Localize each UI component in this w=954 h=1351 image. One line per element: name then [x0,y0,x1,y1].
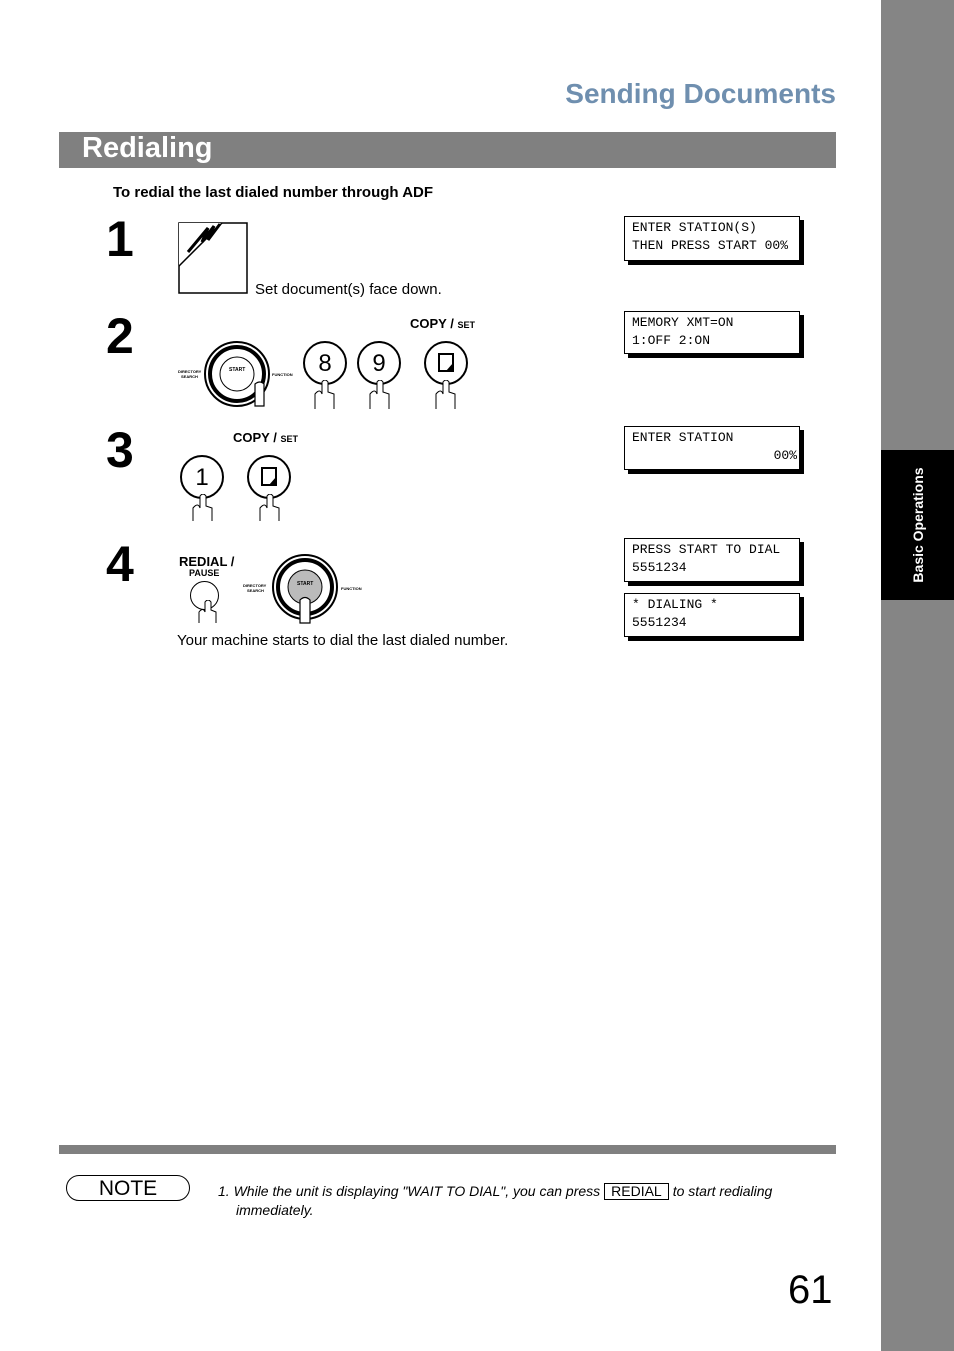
copy-label-text: COPY / [233,430,281,445]
finger-press-icon [367,380,393,410]
key-digit: 1 [195,464,209,491]
copy-set-button[interactable] [247,455,291,499]
key-1-button[interactable] [180,455,224,499]
lcd-line: 5551234 [632,560,687,575]
lcd-line: 5551234 [632,615,687,630]
redial-key-reference: REDIAL [604,1183,669,1200]
finger-press-icon [196,600,220,624]
copy-set-label [233,430,298,445]
subheading: To redial the last dialed number through ADF [113,184,434,201]
key-9-button[interactable] [357,341,401,385]
lcd-display [624,593,800,637]
note-item-prefix: 1. While the unit is displaying "WAIT TO DIAL", you can press [218,1183,601,1199]
svg-text:SEARCH: SEARCH [181,374,198,379]
section-title: Sending Documents [565,78,836,109]
lcd-display [624,216,800,261]
finger-press-icon [312,380,338,410]
lcd-line: PRESS START TO DIAL [632,542,781,557]
set-label-text: SET [280,434,298,444]
lcd-line: THEN PRESS START 00% [632,238,789,253]
side-tab [881,450,954,600]
copy-set-key-icon [249,457,289,497]
lcd-display [624,538,800,582]
side-bar [881,0,954,1351]
banner-title: Redialing [82,132,213,164]
step-caption: Your machine starts to dial the last dialed number. [177,632,509,649]
step-number: 4 [106,536,134,592]
set-label-text: SET [457,320,475,330]
lcd-line: MEMORY XMT=ON [632,315,734,330]
divider [59,1145,836,1154]
copy-set-key-icon [426,343,466,383]
svg-text:START: START [229,367,246,373]
banner [59,132,836,168]
note-text [218,1182,818,1220]
lcd-line: 00% [773,448,797,463]
note-item-suffix: to start redialing [672,1183,773,1199]
document-feeder-icon [178,222,250,295]
svg-text:FUNCTION: FUNCTION [341,586,362,591]
lcd-line: 1:OFF 2:ON [632,333,711,348]
finger-press-icon [257,494,283,522]
lcd-display [624,311,800,354]
svg-text:START: START [297,581,314,587]
navigation-dial-icon [178,334,298,410]
copy-label-text: COPY / [410,316,458,331]
key-digit: 8 [318,350,332,377]
svg-text:SEARCH: SEARCH [247,588,264,593]
step-number: 2 [106,308,134,364]
redial-label: REDIAL / [179,554,235,569]
step-number: 1 [106,211,134,267]
lcd-line: ENTER STATION [632,430,734,445]
side-tab-label: Basic Operations [909,467,926,583]
svg-text:FUNCTION: FUNCTION [272,372,293,377]
finger-press-icon [190,494,216,522]
svg-text:DIRECTORY: DIRECTORY [243,583,267,588]
lcd-display [624,426,800,470]
copy-set-button[interactable] [424,341,468,385]
note-badge: NOTE [66,1175,190,1201]
step-number: 3 [106,422,134,478]
key-8-button[interactable] [303,341,347,385]
lcd-line: * DIALING * [632,597,718,612]
key-digit: 9 [372,350,386,377]
step-caption: Set document(s) face down. [255,281,442,298]
page-number: 61 [788,1268,833,1312]
finger-press-icon [433,380,459,410]
copy-set-label [410,316,475,331]
navigation-dial-icon [243,548,365,624]
svg-text:DIRECTORY: DIRECTORY [178,369,202,374]
pause-label: PAUSE [189,568,220,578]
lcd-line: ENTER STATION(S) [632,220,757,235]
note-item-continuation: immediately. [236,1202,314,1218]
